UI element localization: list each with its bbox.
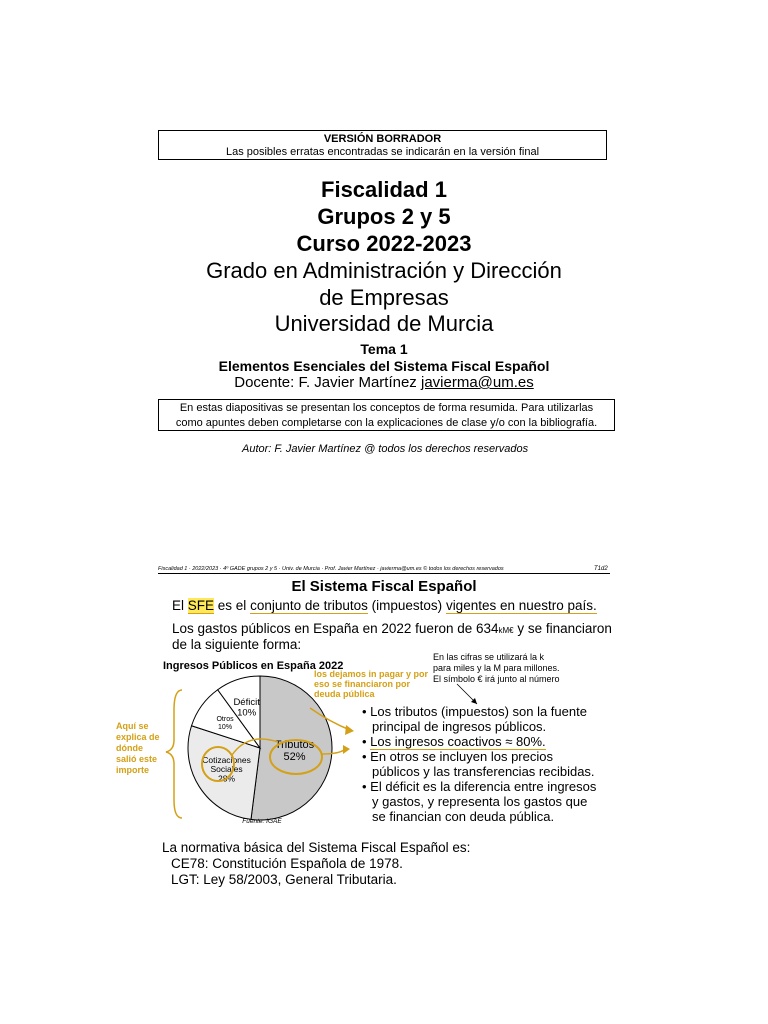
arrowhead-deficit-icon — [345, 725, 354, 735]
annotation-left: Aquí se explica de dónde salió este importe — [116, 721, 160, 775]
docente-line — [0, 374, 768, 391]
degree-line-2: de Empresas — [319, 285, 449, 310]
slide-number: T1d2 — [594, 566, 608, 572]
list-item: y gastos, y representa los gastos que — [372, 794, 588, 809]
arrowhead-icon — [343, 745, 350, 754]
list-item: • Los ingresos coactivos ≈ 80%. — [362, 734, 546, 749]
arrow-deficit-icon — [310, 708, 350, 730]
sfe-acronym: SFE — [187, 598, 215, 613]
bullet-list — [362, 704, 596, 824]
pie-label-otros: Otros 10% — [216, 716, 234, 731]
list-item: públicos y las transferencias recibidas. — [372, 764, 595, 779]
intro-note-box — [158, 399, 615, 431]
draft-notice-box — [158, 130, 607, 160]
list-item: • En otros se incluyen los precios — [362, 749, 553, 764]
list-item: principal de ingresos públicos. — [372, 719, 547, 734]
slide-header-rule — [158, 573, 610, 574]
year-title: Curso 2022-2023 — [296, 231, 472, 256]
unit-kme: kM€ — [498, 626, 514, 635]
intro-line-1: En estas diapositivas se presentan los conceptos de forma resumida. Para utilizarlas — [179, 402, 594, 414]
draft-title: VERSIÓN BORRADOR — [323, 133, 442, 145]
list-item: se financian con deuda pública. — [372, 809, 555, 824]
arrow-to-bullets-icon — [322, 750, 344, 754]
sfe-definition: El SFE es el conjunto de tributos (impuestos) vigentes en nuestro país. — [172, 598, 597, 613]
cotizaciones-circle — [202, 747, 234, 781]
intro-line-2: como apuntes deben completarse con la explicaciones de clase y/o con la bibliografía. — [175, 417, 598, 429]
normativa-ce78: CE78: Constitución Española de 1978. — [171, 856, 403, 871]
pie-label-cotizaciones-sociales: Cotizaciones Sociales 28% — [202, 754, 251, 784]
tema-title: Elementos Esenciales del Sistema Fiscal Español — [218, 358, 550, 374]
units-note: En las cifras se utilizará la k para miles y la M para millones. El símbolo € irá junto al número — [433, 652, 560, 684]
tributos-circle — [270, 740, 322, 774]
gastos-paragraph: Los gastos públicos en España en 2022 fueron de 634kM€ y se financiaron — [172, 621, 612, 636]
chart-source: Fuente: IGAE — [242, 818, 282, 825]
docente-label: Docente: F. Javier Martínez — [234, 374, 417, 391]
groups-title: Grupos 2 y 5 — [317, 204, 451, 229]
author-line: Autor: F. Javier Martínez @ todos los derechos reservados — [242, 443, 529, 455]
docente-email-link[interactable]: javierma@um.es — [420, 374, 534, 391]
normativa-lgt: LGT: Ley 58/2003, General Tributaria. — [171, 872, 397, 887]
chart-title: Ingresos Públicos en España 2022 — [163, 660, 344, 672]
university-name: Universidad de Murcia — [274, 311, 494, 336]
list-item: • Los tributos (impuestos) son la fuente — [362, 704, 587, 719]
slide-header: Fiscalidad 1 · 2022/2023 · 4º GADE grupos 2 y 5 · Univ. de Murcia · Prof. Javier Martínez · javierma@um.es © todos los derechos reservados — [158, 566, 504, 572]
draft-subtitle: Las posibles erratas encontradas se indicarán en la versión final — [225, 146, 540, 158]
list-item: • El déficit es la diferencia entre ingresos — [362, 779, 597, 794]
pie-label-tributos: Tributos 52% — [274, 738, 315, 764]
normativa-intro: La normativa básica del Sistema Fiscal Español es: — [162, 840, 471, 855]
normativa-block — [162, 840, 470, 888]
slide-title: El Sistema Fiscal Español — [291, 578, 477, 595]
course-title: Fiscalidad 1 — [321, 177, 447, 202]
tema-number: Tema 1 — [360, 341, 408, 357]
gastos-paragraph-2: de la siguiente forma: — [172, 637, 302, 652]
annotation-deficit: los dejamos in pagar y por eso se financiaron por deuda pública — [314, 669, 429, 699]
degree-line-1: Grado en Administración y Dirección — [206, 258, 562, 283]
pie-label-d-ficit: Déficit 10% — [233, 697, 260, 719]
brace-icon — [166, 690, 182, 818]
